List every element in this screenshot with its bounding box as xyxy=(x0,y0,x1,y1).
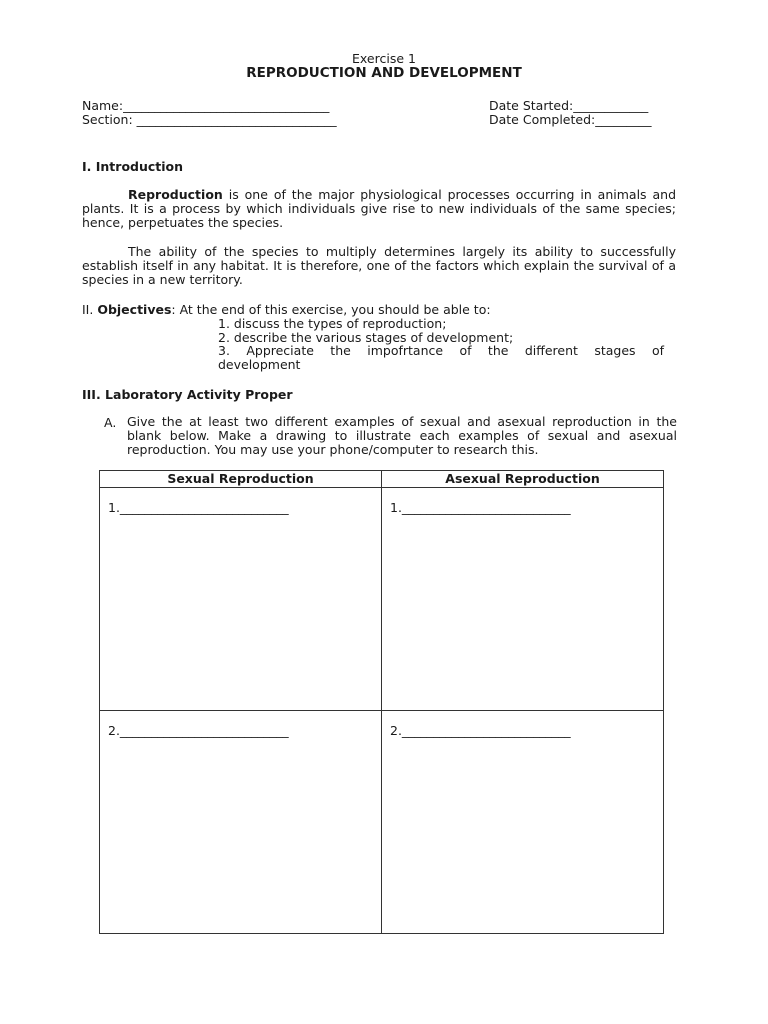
table-row xyxy=(100,711,664,934)
intro-paragraph-2 xyxy=(82,245,676,287)
objectives-line xyxy=(82,302,491,317)
table-header-row xyxy=(100,471,664,488)
introduction-heading: I. Introduction xyxy=(82,159,184,174)
sexual-example-2-blank[interactable]: 2.___________________________ xyxy=(108,723,289,738)
reproduction-term: Reproduction xyxy=(128,187,223,202)
lab-activity-heading: III. Laboratory Activity Proper xyxy=(82,387,293,402)
intro-paragraph-1-text: is one of the major physiological processes occurring in animals and plants. It is a process by which individuals give rise to new individuals of the same species; hence, perpetuates the species. xyxy=(82,187,676,230)
reproduction-table xyxy=(99,470,664,934)
exercise-number: Exercise 1 xyxy=(352,51,416,66)
date-completed-field[interactable]: Date Completed:_________ xyxy=(489,112,652,127)
objective-item: 1. discuss the types of reproduction; xyxy=(218,316,447,331)
objective-item: 3. Appreciate the impofrtance of the different stages of xyxy=(218,343,664,358)
activity-instructions: Give the at least two different examples of sexual and asexual reproduction in the blank below. Make a drawing to illustrate each examples of sexual and asexual reproduction. You may use your phone/computer to research this. xyxy=(127,414,677,457)
page-title: REPRODUCTION AND DEVELOPMENT xyxy=(246,65,522,81)
intro-paragraph-2-text: The ability of the species to multiply determines largely its ability to successfully establish itself in any habitat. It is therefore, one of the factors which explain the survival of a species in a new territory. xyxy=(82,244,676,287)
date-started-field[interactable]: Date Started:____________ xyxy=(489,98,649,113)
sexual-example-2-cell[interactable] xyxy=(100,711,382,934)
objectives-label: Objectives xyxy=(97,302,172,317)
asexual-example-1-cell[interactable] xyxy=(382,488,664,711)
objective-item: 2. describe the various stages of development; xyxy=(218,330,514,345)
asexual-example-1-blank[interactable]: 1.___________________________ xyxy=(390,500,571,515)
asexual-example-2-cell[interactable] xyxy=(382,711,664,934)
sexual-example-1-cell[interactable] xyxy=(100,488,382,711)
objective-item-continuation: development xyxy=(218,357,301,372)
sexual-example-1-blank[interactable]: 1.___________________________ xyxy=(108,500,289,515)
objective-item-3 xyxy=(218,344,664,372)
objectives-number: II. xyxy=(82,302,98,317)
objectives-lead: : At the end of this exercise, you should be able to: xyxy=(171,302,491,317)
asexual-example-2-blank[interactable]: 2.___________________________ xyxy=(390,723,571,738)
asexual-reproduction-header: Asexual Reproduction xyxy=(382,471,664,488)
table-row xyxy=(100,488,664,711)
activity-letter: A. xyxy=(104,415,117,430)
section-field[interactable]: Section: ________________________________ xyxy=(82,112,337,127)
sexual-reproduction-header: Sexual Reproduction xyxy=(100,471,382,488)
name-field[interactable]: Name:_________________________________ xyxy=(82,98,330,113)
intro-paragraph-1 xyxy=(82,188,676,230)
